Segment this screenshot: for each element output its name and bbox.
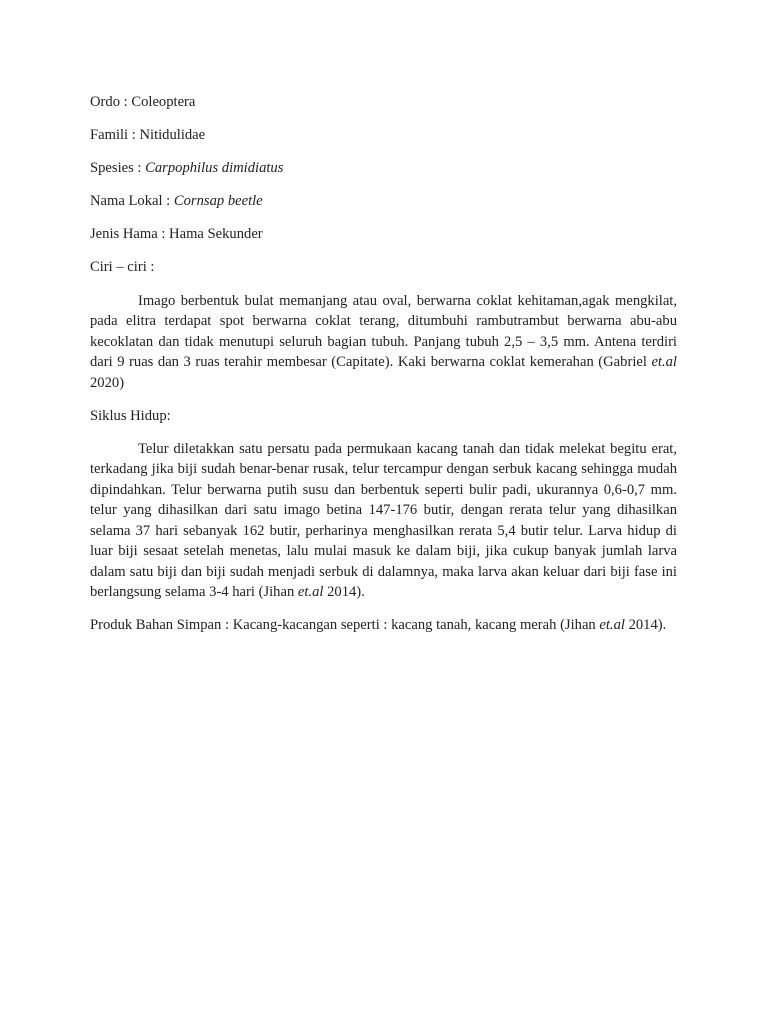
field-jenis-hama — [90, 224, 677, 245]
citation-etal: et.al — [651, 354, 677, 371]
field-spesies — [90, 158, 677, 179]
field-label: Ordo : — [90, 94, 132, 110]
citation-year: 2014). — [624, 617, 667, 634]
field-value-species-name: Carpophilus dimidiatus — [145, 160, 284, 177]
paragraph-text: Imago berbentuk bulat memanjang atau oval, berwarna coklat kehitaman,agak mengkilat, pada elitra terdapat spot berwarna coklat terang, ditumbuhi rambutrambut berwarna abu-abu kecoklatan dan tidak menutupi seluruh bagian tubuh. Panjang tubuh 2,5 – 3,5 mm. Antena terdiri dari 9 ruas dan 3 ruas terahir membesar (Capitate). Kaki berwarna coklat kemerahan (Gabriel — [90, 292, 677, 371]
field-ordo — [90, 92, 677, 113]
field-label: Spesies : — [90, 160, 146, 177]
citation-etal: et.al — [297, 584, 324, 601]
produk-paragraph — [90, 615, 677, 636]
document-page — [90, 92, 677, 648]
field-label: Famili : — [90, 127, 140, 144]
paragraph-text: Telur diletakkan satu persatu pada permukaan kacang tanah dan tidak melekat begitu erat, terkadang jika biji sudah benar-benar rusak, telur tercampur dengan serbuk kacang sehingga mudah dipindahkan. Telur berwarna putih susu dan berbentuk seperti bulir padi, ukurannya 0,6-0,7 mm. telur yang dihasilkan dari satu imago betina 147-176 butir, dengan rerata telur yang dihasilkan selama 37 hari sebanyak 162 butir, perharinya menghasilkan rerata 5,4 butir telur. Larva hidup di luar biji sesaat setelah menetas, lalu mulai masuk ke dalam biji, jika cukup banyak jumlah larva dalam satu biji dan biji sudah menjadi serbuk di dalamnya, maka larva akan keluar dari biji fase ini berlangsung selama 3-4 hari (Jihan — [90, 440, 677, 601]
field-nama-lokal — [90, 191, 677, 212]
citation-year: 2014). — [323, 584, 365, 601]
field-label: Jenis Hama : — [90, 226, 170, 243]
paragraph-text: Produk Bahan Simpan : Kacang-kacangan seperti : kacang tanah, kacang merah (Jihan — [90, 617, 600, 634]
citation-etal: et.al — [599, 617, 625, 634]
field-famili — [90, 125, 677, 146]
ciri-paragraph — [90, 291, 677, 394]
field-value: Hama Sekunder — [169, 226, 263, 243]
siklus-heading: Siklus Hidup: — [90, 407, 171, 424]
siklus-paragraph — [90, 439, 677, 603]
field-label: Nama Lokal : — [90, 193, 174, 210]
field-value-common-name: Cornsap beetle — [173, 193, 263, 210]
field-value: Nitidulidae — [139, 127, 206, 144]
citation-year: 2020) — [90, 374, 125, 391]
field-value: Coleoptera — [131, 94, 196, 110]
ciri-heading: Ciri – ciri : — [90, 259, 155, 276]
